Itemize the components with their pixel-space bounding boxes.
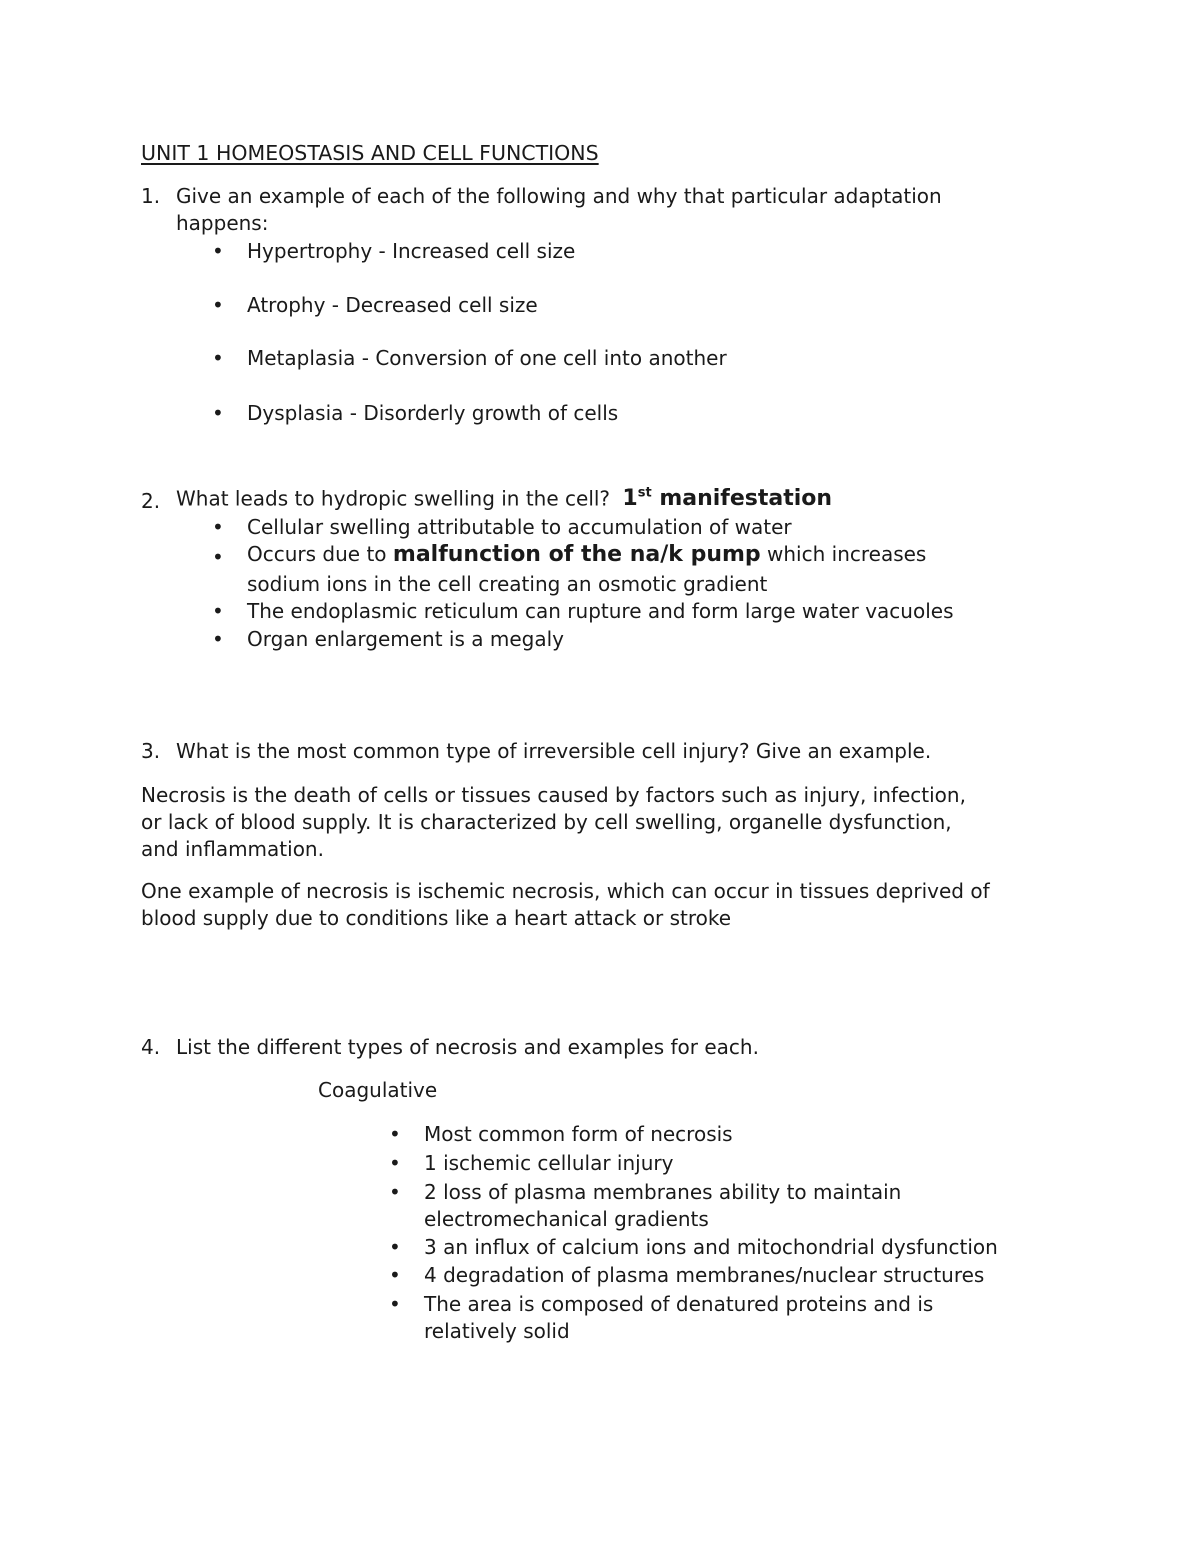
q4-bullet-text: The area is composed of denatured proteins and is [424,1292,934,1316]
q1-bullet-text: Metaplasia - Conversion of one cell into another [247,346,727,370]
q4-bullet-text: 2 loss of plasma membranes ability to maintain [424,1180,902,1204]
necrosis-type-heading: Coagulative [318,1078,438,1102]
bullet-icon: • [389,1151,401,1175]
answer-paragraph-line: Necrosis is the death of cells or tissues caused by factors such as injury, infection, [141,783,966,807]
q2-bullet-text: sodium ions in the cell creating an osmotic gradient [247,572,768,596]
bullet2-bold: malfunction of the na/k pump [392,542,761,567]
question-4-number: 4. [141,1035,161,1059]
question-2-line [176,486,832,511]
bullet-icon: • [212,401,224,425]
emphasis-number: 1 [622,486,638,512]
question-2-emphasis [622,486,832,511]
question-3-number: 3. [141,739,161,763]
bullet-icon: • [212,346,224,370]
q1-bullet-text: Dysplasia - Disorderly growth of cells [247,401,619,425]
bullet2-suffix: which increases [760,542,927,566]
bullet-icon: • [212,293,224,317]
bullet-icon: • [212,239,224,263]
answer-paragraph-line: or lack of blood supply. It is characterized by cell swelling, organelle dysfunction, [141,810,952,834]
question-1-text-line2: happens: [176,211,269,235]
question-3-text: What is the most common type of irreversible cell injury? Give an example. [176,739,932,763]
emphasis-superscript: st [637,486,652,501]
q2-bullet-text: Organ enlargement is a megaly [247,627,565,651]
emphasis-word: manifestation [651,486,833,512]
q4-bullet-text: 3 an influx of calcium ions and mitochondrial dysfunction [424,1235,998,1259]
question-2-number: 2. [141,489,161,513]
bullet-icon: • [389,1122,401,1146]
answer-paragraph-line: blood supply due to conditions like a heart attack or stroke [141,906,732,930]
bullet-icon: • [212,627,224,651]
bullet-icon: • [389,1263,401,1287]
q4-bullet-text: 4 degradation of plasma membranes/nuclear structures [424,1263,985,1287]
q2-bullet-text [247,542,926,567]
bullet-icon: • [389,1235,401,1259]
q4-bullet-text: electromechanical gradients [424,1207,709,1231]
question-4-text: List the different types of necrosis and examples for each. [176,1035,759,1059]
answer-paragraph-line: One example of necrosis is ischemic necrosis, which can occur in tissues deprived of [141,879,990,903]
bullet-icon: • [389,1180,401,1204]
q1-bullet-text: Atrophy - Decreased cell size [247,293,538,317]
question-1-text-line1: Give an example of each of the following and why that particular adaptation [176,184,942,208]
answer-paragraph-line: and inflammation. [141,837,324,861]
bullet-icon: • [212,515,224,539]
document-title: UNIT 1 HOMEOSTASIS AND CELL FUNCTIONS [141,141,599,165]
q1-bullet-text: Hypertrophy - Increased cell size [247,239,576,263]
question-1-number: 1. [141,184,161,208]
bullet-icon: • [212,545,224,569]
q4-bullet-text: 1 ischemic cellular injury [424,1151,674,1175]
q4-bullet-text: Most common form of necrosis [424,1122,733,1146]
q2-bullet-text: Cellular swelling attributable to accumulation of water [247,515,792,539]
bullet2-prefix: Occurs due to [247,542,393,566]
q4-bullet-text: relatively solid [424,1319,570,1343]
question-2-text: What leads to hydropic swelling in the cell? [176,486,611,511]
q2-bullet-text: The endoplasmic reticulum can rupture and form large water vacuoles [247,599,954,623]
bullet-icon: • [212,599,224,623]
bullet-icon: • [389,1292,401,1316]
